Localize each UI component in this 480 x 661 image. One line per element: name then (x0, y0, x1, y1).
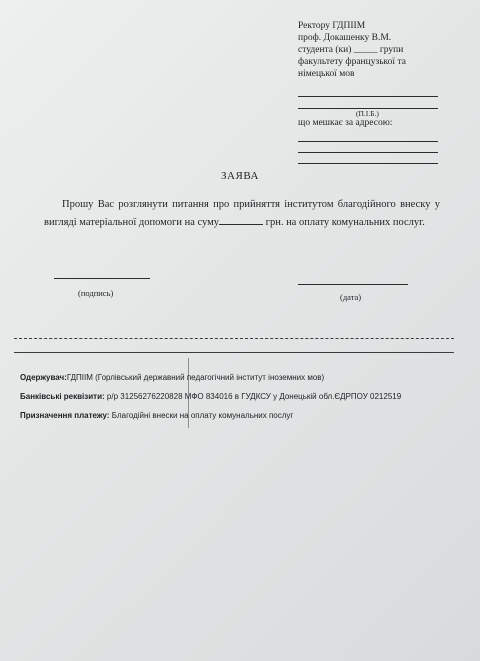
signature-label: (подпись) (78, 288, 114, 298)
payment-details (20, 368, 480, 425)
section-divider (14, 352, 454, 353)
application-body (44, 196, 440, 232)
purpose-value: Благодійні внески на оплату комунальних послуг (109, 411, 294, 420)
bank-label: Банківські реквізити: (20, 392, 105, 401)
payee-value: ГДПІІМ (Горлівський державний педагогічний інститут іноземних мов) (66, 373, 325, 382)
address-blank-line-2 (298, 152, 438, 153)
addressee-line-rector: Ректору ГДПІІМ (298, 21, 366, 31)
bank-value: р/р 31256276220828 МФО 834016 в ГУДКСУ у Донецькій обл.ЄДРПОУ 0212519 (104, 392, 402, 401)
addressee-line-faculty: факультету французької та (298, 57, 406, 67)
bank-row (20, 387, 480, 406)
signature-line (54, 278, 150, 279)
purpose-row (20, 406, 480, 425)
address-label: що мешкає за адресою: (298, 118, 393, 128)
name-caption: (П.І.Б.) (356, 109, 379, 118)
addressee-block (298, 20, 448, 80)
document-title: ЗАЯВА (221, 170, 259, 182)
payee-label: Одержувач: (20, 373, 67, 382)
amount-blank (219, 216, 263, 225)
payee-row (20, 368, 480, 387)
name-blank-line-1 (298, 96, 438, 97)
date-line (298, 284, 408, 285)
date-label: (дата) (340, 292, 362, 302)
addressee-line-prof: проф. Докашенку В.М. (298, 33, 392, 43)
body-text-part2: грн. на оплату комунальних послуг. (265, 217, 425, 228)
purpose-label: Призначення платежу: (20, 411, 110, 420)
addressee-line-student: студента (ки) _____ групи (298, 45, 404, 55)
address-blank-line-3 (298, 163, 438, 164)
cut-line (14, 338, 454, 339)
address-blank-line-1 (298, 141, 438, 142)
body-text-part1: Прошу Вас розглянути питання про прийняття інститутом благодійного внеску у вигляді матеріальної допомоги на суму (44, 199, 440, 228)
addressee-line-languages: німецької мов (298, 69, 355, 79)
